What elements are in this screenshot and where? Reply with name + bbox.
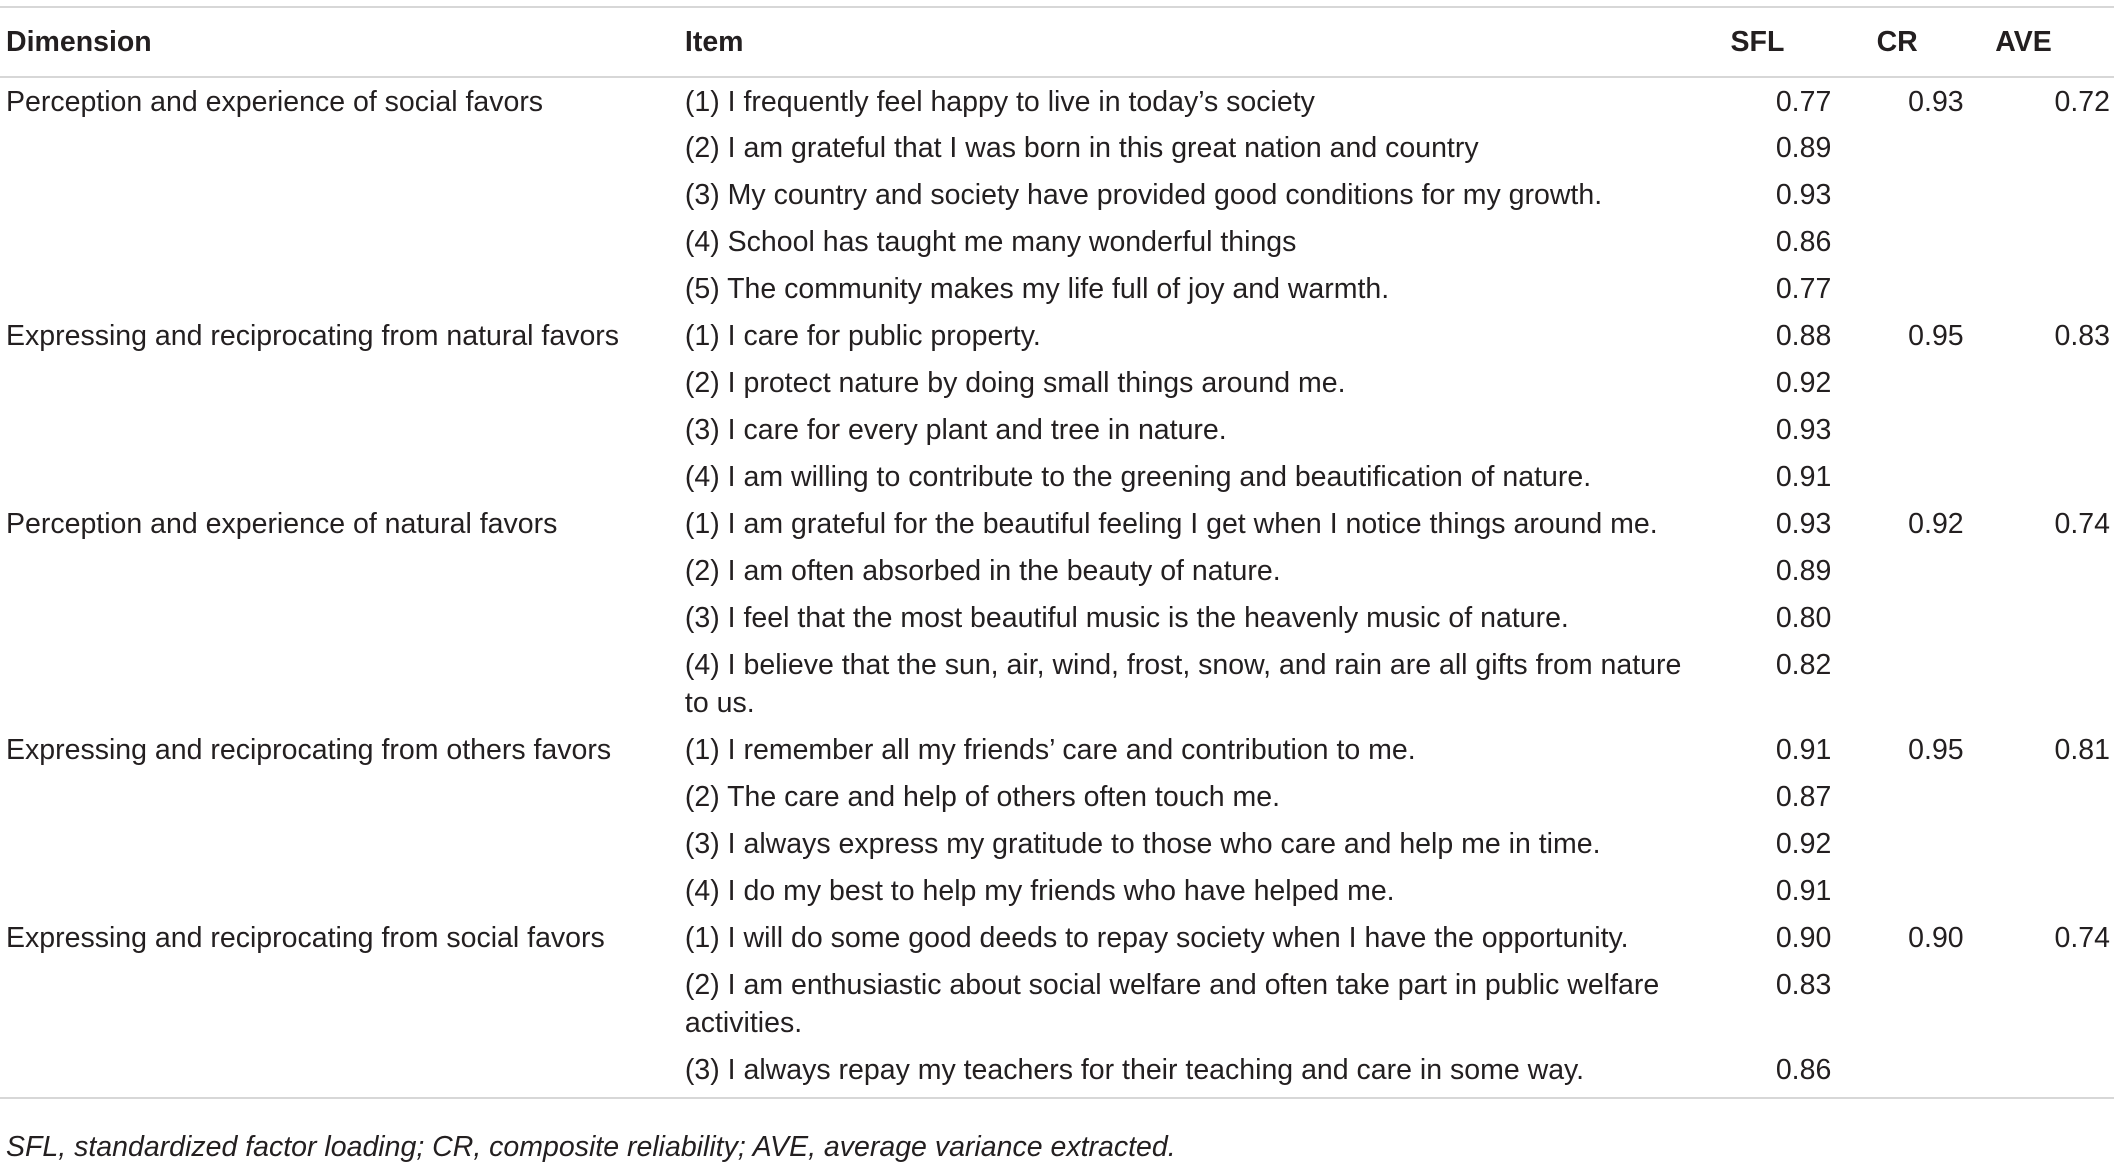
cr-cell bbox=[1877, 1046, 1996, 1098]
table-row bbox=[0, 641, 2114, 726]
sfl-cell: 0.93 bbox=[1775, 508, 1832, 540]
table-row bbox=[0, 961, 2114, 1046]
cr-cell: 0.95 bbox=[1908, 734, 1964, 766]
sfl-cell: 0.89 bbox=[1775, 555, 1832, 587]
table-row bbox=[0, 312, 2114, 359]
item-cell: (3) I always express my gratitude to those who care and help me in time. bbox=[684, 828, 1601, 860]
cr-cell bbox=[1877, 867, 1996, 914]
sfl-cell: 0.93 bbox=[1775, 414, 1832, 446]
sfl-cell: 0.83 bbox=[1775, 969, 1832, 1001]
ave-cell bbox=[1995, 961, 2114, 1046]
factor-loading-table bbox=[0, 6, 2114, 1099]
sfl-cell: 0.91 bbox=[1775, 875, 1832, 907]
cr-cell bbox=[1877, 594, 1996, 641]
ave-cell bbox=[1995, 867, 2114, 914]
item-cell: (1) I frequently feel happy to live in today’s society bbox=[684, 86, 1315, 118]
sfl-cell: 0.92 bbox=[1775, 828, 1832, 860]
header-sfl: SFL bbox=[1731, 7, 1877, 77]
sfl-cell: 0.82 bbox=[1775, 649, 1832, 681]
dimension-cell bbox=[0, 867, 685, 914]
cr-cell bbox=[1877, 171, 1996, 218]
ave-cell bbox=[1995, 820, 2114, 867]
table-row bbox=[0, 547, 2114, 594]
sfl-cell: 0.87 bbox=[1775, 781, 1832, 813]
ave-cell bbox=[1995, 453, 2114, 500]
item-cell: (3) My country and society have provided good conditions for my growth. bbox=[684, 179, 1603, 211]
dimension-cell bbox=[0, 218, 685, 265]
dimension-cell: Perception and experience of natural favors bbox=[6, 508, 558, 540]
cr-cell bbox=[1877, 961, 1996, 1046]
ave-cell bbox=[1995, 218, 2114, 265]
table-row bbox=[0, 171, 2114, 218]
dimension-cell: Expressing and reciprocating from natural favors bbox=[6, 320, 620, 352]
dimension-cell: Expressing and reciprocating from others favors bbox=[6, 734, 612, 766]
table-row bbox=[0, 359, 2114, 406]
item-cell: (1) I care for public property. bbox=[684, 320, 1041, 352]
cr-cell: 0.90 bbox=[1908, 922, 1964, 954]
sfl-cell: 0.90 bbox=[1775, 922, 1832, 954]
ave-cell bbox=[1995, 406, 2114, 453]
ave-cell bbox=[1995, 547, 2114, 594]
sfl-cell: 0.92 bbox=[1775, 367, 1832, 399]
table-row bbox=[0, 820, 2114, 867]
table-row bbox=[0, 773, 2114, 820]
item-cell: (3) I care for every plant and tree in nature. bbox=[684, 414, 1227, 446]
dimension-cell bbox=[0, 406, 685, 453]
sfl-cell: 0.86 bbox=[1775, 1054, 1832, 1086]
item-cell: (4) I do my best to help my friends who have helped me. bbox=[684, 875, 1395, 907]
cr-cell bbox=[1877, 218, 1996, 265]
dimension-cell bbox=[0, 1046, 685, 1098]
cr-cell bbox=[1877, 453, 1996, 500]
cr-cell: 0.92 bbox=[1908, 508, 1964, 540]
ave-cell: 0.83 bbox=[2054, 320, 2110, 352]
dimension-cell bbox=[0, 961, 685, 1046]
sfl-cell: 0.77 bbox=[1775, 86, 1832, 118]
table-header bbox=[0, 7, 2114, 77]
item-cell: (4) I believe that the sun, air, wind, frost, snow, and rain are all gifts from nature to us. bbox=[684, 649, 1682, 719]
item-cell: (2) The care and help of others often touch me. bbox=[684, 781, 1281, 813]
table-row bbox=[0, 594, 2114, 641]
ave-cell: 0.81 bbox=[2054, 734, 2110, 766]
sfl-cell: 0.93 bbox=[1775, 179, 1832, 211]
sfl-cell: 0.77 bbox=[1775, 273, 1832, 305]
dimension-cell: Expressing and reciprocating from social favors bbox=[6, 922, 605, 954]
table-row bbox=[0, 726, 2114, 773]
cr-cell bbox=[1877, 359, 1996, 406]
dimension-cell bbox=[0, 359, 685, 406]
item-cell: (2) I am often absorbed in the beauty of nature. bbox=[684, 555, 1281, 587]
table-row bbox=[0, 406, 2114, 453]
dimension-cell bbox=[0, 171, 685, 218]
dimension-cell: Perception and experience of social favors bbox=[6, 86, 544, 118]
table-row bbox=[0, 867, 2114, 914]
ave-cell bbox=[1995, 171, 2114, 218]
ave-cell bbox=[1995, 594, 2114, 641]
ave-cell bbox=[1995, 265, 2114, 312]
cr-cell bbox=[1877, 124, 1996, 171]
cr-cell bbox=[1877, 406, 1996, 453]
table-footnote: SFL, standardized factor loading; CR, composite reliability; AVE, average variance extracted. bbox=[6, 1131, 1176, 1163]
ave-cell: 0.74 bbox=[2054, 508, 2110, 540]
table-row bbox=[0, 77, 2114, 124]
table-row bbox=[0, 265, 2114, 312]
table-row bbox=[0, 1046, 2114, 1098]
cr-cell bbox=[1877, 773, 1996, 820]
ave-cell: 0.74 bbox=[2054, 922, 2110, 954]
ave-cell bbox=[1995, 1046, 2114, 1098]
item-cell: (2) I protect nature by doing small things around me. bbox=[684, 367, 1346, 399]
dimension-cell bbox=[0, 547, 685, 594]
item-cell: (2) I am enthusiastic about social welfare and often take part in public welfare activities. bbox=[684, 969, 1660, 1039]
item-cell: (1) I remember all my friends’ care and contribution to me. bbox=[684, 734, 1416, 766]
table-body bbox=[0, 77, 2114, 1098]
cr-cell: 0.93 bbox=[1908, 86, 1964, 118]
item-cell: (1) I will do some good deeds to repay society when I have the opportunity. bbox=[684, 922, 1629, 954]
sfl-cell: 0.91 bbox=[1775, 461, 1832, 493]
sfl-cell: 0.88 bbox=[1775, 320, 1832, 352]
table-row bbox=[0, 914, 2114, 961]
header-cr: CR bbox=[1877, 7, 1996, 77]
dimension-cell bbox=[0, 265, 685, 312]
cr-cell bbox=[1877, 641, 1996, 726]
header-row bbox=[0, 7, 2114, 77]
table-row bbox=[0, 453, 2114, 500]
item-cell: (5) The community makes my life full of joy and warmth. bbox=[684, 273, 1390, 305]
dimension-cell bbox=[0, 641, 685, 726]
header-ave: AVE bbox=[1995, 7, 2114, 77]
cr-cell bbox=[1877, 820, 1996, 867]
item-cell: (3) I feel that the most beautiful music is the heavenly music of nature. bbox=[684, 602, 1569, 634]
dimension-cell bbox=[0, 594, 685, 641]
item-cell: (2) I am grateful that I was born in this great nation and country bbox=[684, 132, 1479, 164]
table-row bbox=[0, 124, 2114, 171]
cr-cell bbox=[1877, 547, 1996, 594]
dimension-cell bbox=[0, 453, 685, 500]
item-cell: (3) I always repay my teachers for their teaching and care in some way. bbox=[684, 1054, 1585, 1086]
ave-cell bbox=[1995, 359, 2114, 406]
sfl-cell: 0.91 bbox=[1775, 734, 1832, 766]
dimension-cell bbox=[0, 124, 685, 171]
ave-cell bbox=[1995, 773, 2114, 820]
header-dimension: Dimension bbox=[0, 7, 685, 77]
dimension-cell bbox=[0, 820, 685, 867]
table-row bbox=[0, 500, 2114, 547]
cr-cell: 0.95 bbox=[1908, 320, 1964, 352]
ave-cell bbox=[1995, 124, 2114, 171]
item-cell: (4) School has taught me many wonderful things bbox=[684, 226, 1297, 258]
cr-cell bbox=[1877, 265, 1996, 312]
dimension-cell bbox=[0, 773, 685, 820]
ave-cell bbox=[1995, 641, 2114, 726]
sfl-cell: 0.89 bbox=[1775, 132, 1832, 164]
header-item: Item bbox=[685, 7, 1731, 77]
item-cell: (1) I am grateful for the beautiful feeling I get when I notice things around me. bbox=[684, 508, 1658, 540]
sfl-cell: 0.86 bbox=[1775, 226, 1832, 258]
sfl-cell: 0.80 bbox=[1775, 602, 1832, 634]
item-cell: (4) I am willing to contribute to the greening and beautification of nature. bbox=[684, 461, 1592, 493]
ave-cell: 0.72 bbox=[2054, 86, 2110, 118]
table-row bbox=[0, 218, 2114, 265]
